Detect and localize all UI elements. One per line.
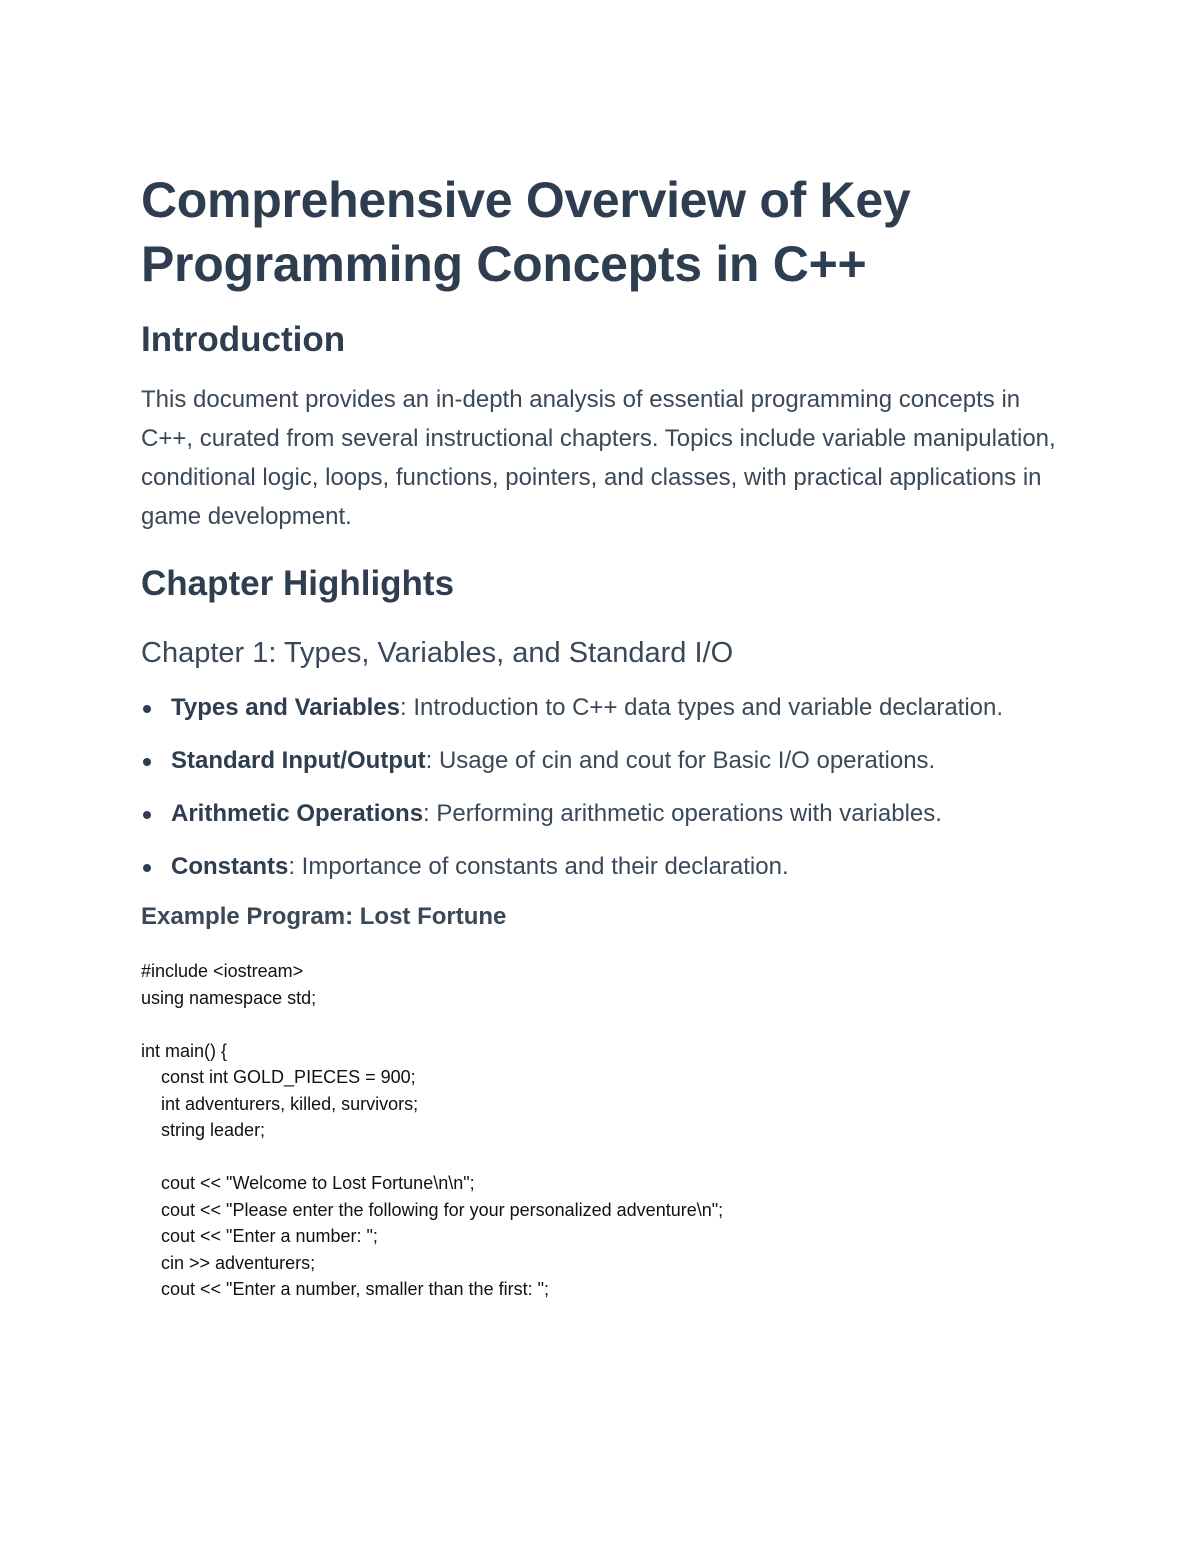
bullet-icon: [143, 705, 151, 713]
document-page: [141, 168, 1071, 1303]
chapter-1-topic-list: [141, 688, 1071, 887]
topic-description: : Usage of cin and cout for Basic I/O operations.: [425, 747, 936, 774]
bullet-icon: [143, 811, 151, 819]
list-item: [141, 741, 1071, 781]
introduction-heading: Introduction: [141, 320, 346, 359]
bullet-icon: [143, 864, 151, 872]
code-block: #include <iostream> using namespace std; int main() { const int GOLD_PIECES = 900; int adventurers, killed, survivors; string leader; cout << "Welcome to Lost Fortune\n\n"; cout << "Please enter the following for your personalized adventure\n"; cout << "Enter a number: "; cin >> adventurers; cout << "Enter a number, smaller than the first: ";: [141, 961, 724, 1299]
topic-description: : Introduction to C++ data types and variable declaration.: [400, 694, 1004, 721]
list-item: [141, 847, 1071, 887]
topic-term: Standard Input/Output: [171, 747, 426, 774]
document-title: Comprehensive Overview of Key Programming Concepts in C++: [141, 172, 911, 292]
topic-term: Arithmetic Operations: [171, 800, 424, 827]
chapter-1-heading: Chapter 1: Types, Variables, and Standard I/O: [141, 637, 734, 669]
example-program-heading: Example Program: Lost Fortune: [141, 903, 507, 930]
topic-term: Types and Variables: [171, 694, 400, 721]
topic-term: Constants: [171, 853, 289, 880]
topic-description: : Importance of constants and their declaration.: [288, 853, 789, 880]
list-item: [141, 794, 1071, 834]
topic-description: : Performing arithmetic operations with variables.: [423, 800, 942, 827]
introduction-paragraph: This document provides an in-depth analysis of essential programming concepts in C++, curated from several instructional chapters. Topics include variable manipulation, conditional logic, loops, functions, pointers, and classes, with practical applications in game development.: [141, 386, 1056, 530]
list-item: [141, 688, 1071, 728]
chapter-highlights-heading: Chapter Highlights: [141, 564, 455, 603]
bullet-icon: [143, 758, 151, 766]
